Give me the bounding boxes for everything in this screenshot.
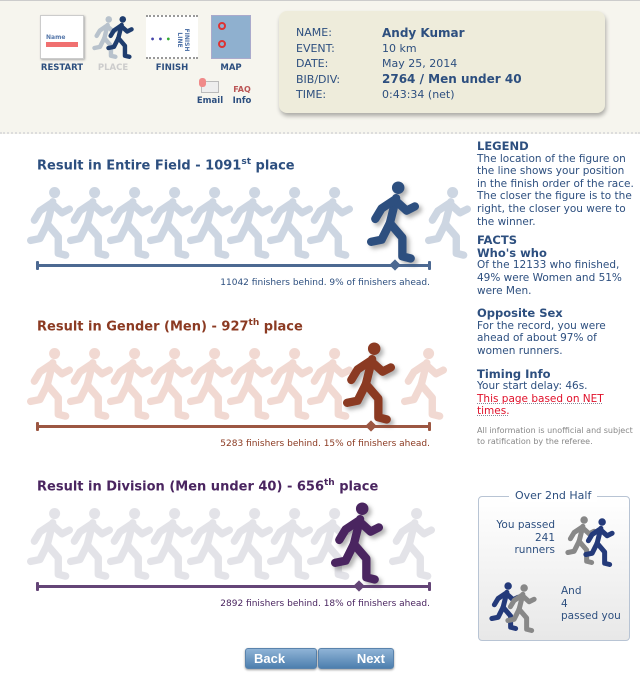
place-button[interactable]: PLACE xyxy=(87,15,139,73)
position-line xyxy=(37,585,430,588)
result-caption: 5283 finishers behind. 15% of finishers ahead. xyxy=(220,439,430,449)
email-link[interactable]: Email xyxy=(195,81,225,106)
result-title: Result in Entire Field - 1091st place xyxy=(37,157,295,174)
second-half-title: Over 2nd Half xyxy=(509,489,597,502)
passed-text: You passed 241 runners xyxy=(496,519,555,556)
next-button[interactable]: Next xyxy=(318,648,394,669)
info-row xyxy=(296,56,605,72)
info-row xyxy=(296,25,605,41)
restart-button[interactable]: Name RESTART xyxy=(36,15,88,73)
result-title: Result in Gender (Men) - 927th place xyxy=(37,318,303,335)
runner-passing-icon xyxy=(583,517,615,567)
position-line xyxy=(37,264,430,267)
position-line xyxy=(37,425,430,428)
result-section xyxy=(37,318,437,458)
map-button[interactable]: MAP xyxy=(205,15,257,73)
start-delay-text: Your start delay: 46s. xyxy=(477,380,588,393)
runners-band xyxy=(27,179,437,261)
info-value: 0:43:34 (net) xyxy=(382,88,455,102)
header xyxy=(0,0,640,134)
info-label: BIB/DIV: xyxy=(296,72,341,86)
info-label: DATE: xyxy=(296,57,329,71)
net-times-note[interactable]: This page based on NET times. xyxy=(477,392,604,418)
info-label: EVENT: xyxy=(296,41,335,55)
your-position-runner-icon xyxy=(367,179,419,263)
opposite-sex-text: For the record, you were ahead of about 97% of women runners. xyxy=(477,319,606,357)
runners-icon xyxy=(91,15,135,59)
info-label: TIME: xyxy=(296,88,327,102)
timing-heading: Timing Info xyxy=(477,366,551,381)
runners-band xyxy=(27,500,437,582)
passed-by-text: And 4 passed you xyxy=(561,585,621,622)
faded-runner-icon xyxy=(307,185,353,259)
finish-button[interactable]: • • • FINISH LINE FINISH xyxy=(146,15,198,73)
faded-runner-icon xyxy=(401,346,447,420)
result-section xyxy=(37,157,437,297)
result-section xyxy=(37,478,437,618)
info-row xyxy=(296,87,605,103)
info-value: Andy Kumar xyxy=(382,25,465,40)
result-caption: 11042 finishers behind. 9% of finishers ahead. xyxy=(220,278,430,288)
runners-band xyxy=(27,340,437,422)
result-caption: 2892 finishers behind. 18% of finishers ahead. xyxy=(220,599,430,609)
facts-heading: FACTS xyxy=(477,233,518,248)
opposite-sex-heading: Opposite Sex xyxy=(477,306,563,321)
whos-who-text: Of the 12133 who finished, 49% were Women and 51% were Men. xyxy=(477,259,622,297)
info-row xyxy=(296,72,605,88)
finish-line-icon: • • • FINISH LINE xyxy=(146,15,198,59)
your-position-runner-icon xyxy=(331,500,383,584)
info-value: 2764 / Men under 40 xyxy=(382,72,522,87)
second-half-box xyxy=(478,489,630,641)
envelope-icon xyxy=(201,81,219,93)
map-icon xyxy=(211,15,251,59)
name-card-icon: Name xyxy=(40,15,84,59)
back-button[interactable]: Back xyxy=(245,648,317,669)
runner-info-panel xyxy=(279,11,605,113)
info-value: May 25, 2014 xyxy=(382,57,458,71)
info-label: NAME: xyxy=(296,26,332,40)
disclaimer: All information is unofficial and subject to ratification by the referee. xyxy=(477,425,633,446)
info-row xyxy=(296,41,605,57)
sidebar xyxy=(477,140,637,447)
faq-info-link[interactable]: FAQ Info xyxy=(227,81,257,106)
result-title: Result in Division (Men under 40) - 656th place xyxy=(37,478,379,495)
legend-text: The location of the figure on the line shows your position in the finish order of the race. The closer the figure is to the right, the closer you were to the winner. xyxy=(477,152,634,228)
faded-runner-icon xyxy=(425,185,471,259)
legend-heading: LEGEND xyxy=(477,139,529,153)
faq-icon: FAQ xyxy=(233,85,251,94)
faded-runner-icon xyxy=(389,506,435,580)
runner-passed-icon xyxy=(505,583,537,633)
whos-who-heading: Who's who xyxy=(477,245,547,260)
your-position-runner-icon xyxy=(343,340,395,424)
info-value: 10 km xyxy=(382,41,417,55)
